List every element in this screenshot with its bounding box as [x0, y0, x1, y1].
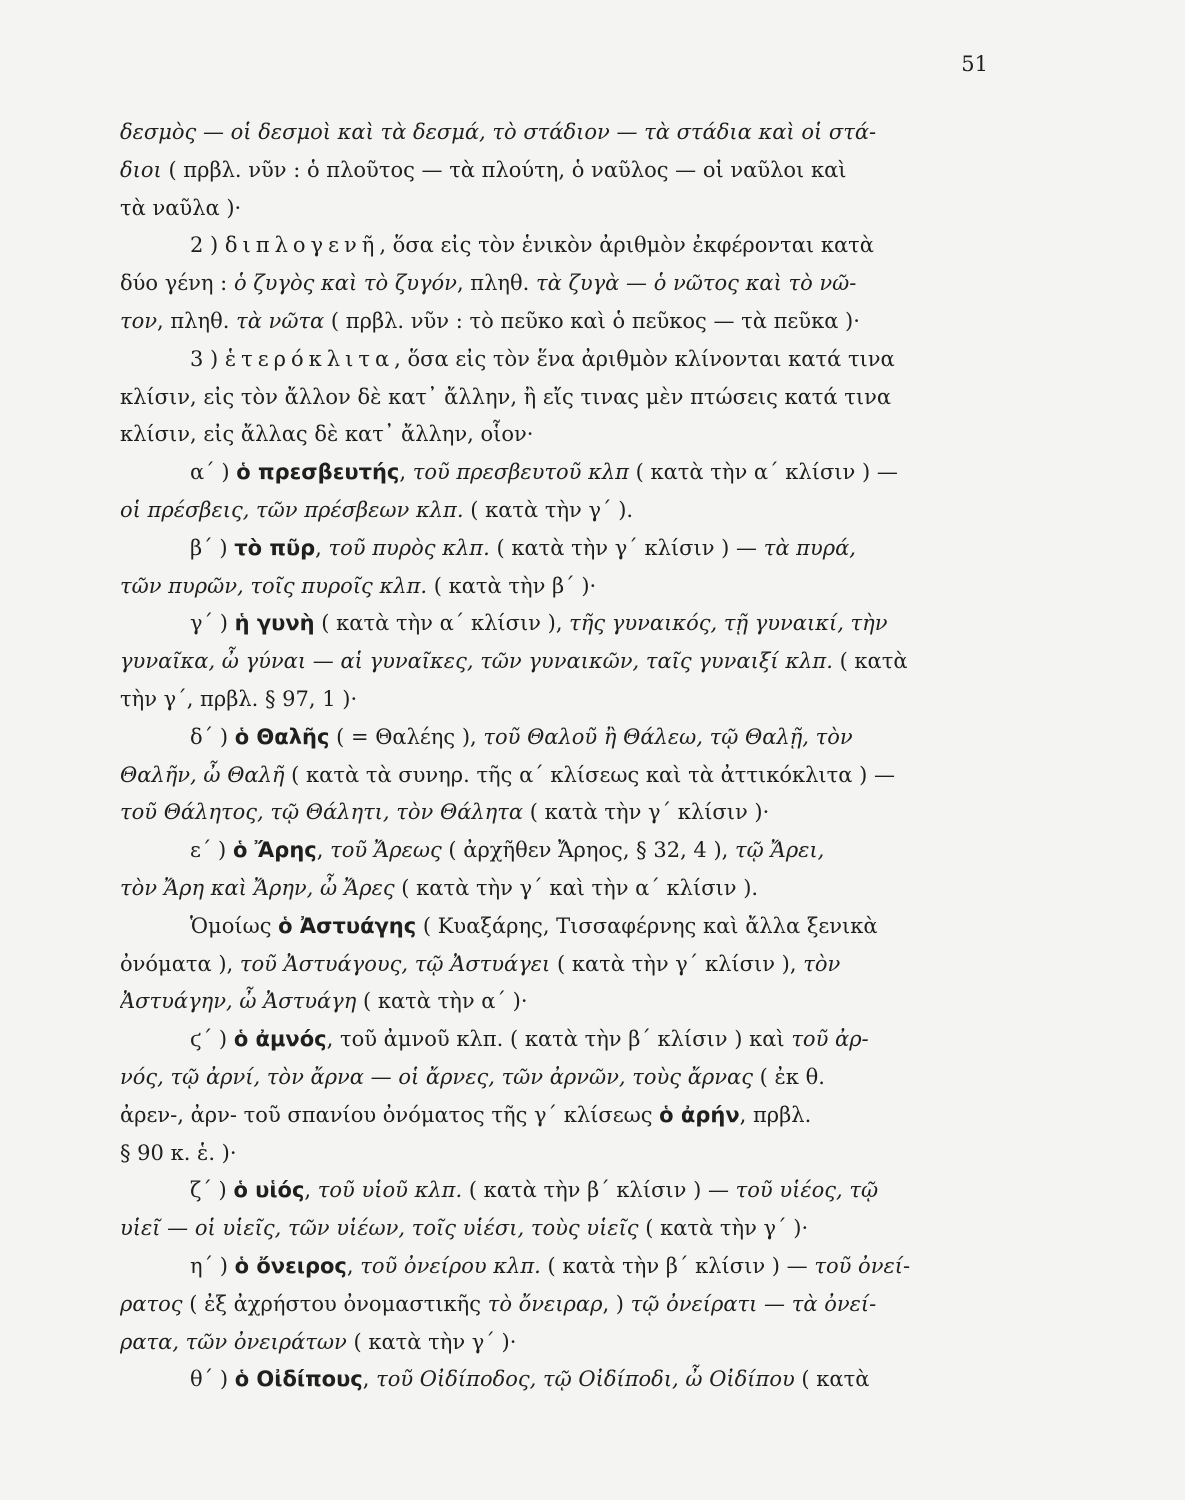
text-segment: ( κατὰ — [794, 1367, 870, 1392]
text-segment: , — [316, 838, 331, 863]
text-line — [120, 643, 988, 681]
text-segment: ( κατὰ τὴν γ΄ καὶ τὴν α΄ κλίσιν ). — [394, 875, 759, 900]
text-line — [120, 1286, 988, 1324]
headword: ὁ ἀμνός — [233, 1027, 327, 1052]
text-segment: τοῦ ὀνείρου κλπ. — [360, 1253, 541, 1278]
text-segment: 2 ) — [190, 233, 225, 258]
text-line — [120, 265, 988, 303]
headword: ὁ ἀρήν — [659, 1102, 740, 1127]
text-segment: τὰ ναῦλα )· — [120, 195, 242, 220]
text-line — [120, 1210, 988, 1248]
text-line — [120, 946, 988, 984]
text-segment: , ) — [602, 1291, 631, 1316]
text-segment: ( = Θαλέης ), — [329, 724, 484, 749]
text-line — [120, 341, 988, 379]
text-segment: δύο γένη : — [120, 271, 234, 296]
text-line — [120, 1097, 988, 1135]
text-line — [120, 454, 988, 492]
text-segment: β΄ ) — [190, 535, 235, 560]
text-segment: , πληθ. — [456, 271, 536, 296]
text-segment: ( ἐκ θ. — [752, 1064, 825, 1089]
text-segment: Ἀστυάγην, ὦ Ἀστυάγη — [120, 989, 357, 1014]
text-segment: τοῦ υἱοῦ κλπ. — [317, 1178, 463, 1203]
text-segment: , πληθ. — [157, 308, 237, 333]
text-segment: ( Κυαξάρης, Τισσαφέρνης καὶ ἄλλα ξενικὰ — [416, 913, 878, 938]
text-line — [120, 492, 988, 530]
headword: ἡ γυνὴ — [234, 611, 315, 636]
text-segment: ( πρβλ. νῦν : τὸ πεῦκο καὶ ὁ πεῦκος — τὰ πεῦκα )· — [324, 308, 860, 333]
text-line — [120, 681, 988, 719]
text-line — [120, 908, 988, 946]
text-line — [120, 379, 988, 417]
text-segment: , — [399, 460, 413, 485]
text-line — [120, 416, 988, 454]
text-segment: ἀρεν-, ἀρν- τοῦ σπανίου ὀνόματος τῆς γ΄ κλίσεως — [120, 1102, 660, 1127]
text-line — [120, 794, 988, 832]
headword: ὁ Ἄρης — [232, 838, 317, 863]
text-segment: ε΄ ) — [190, 838, 233, 863]
headword: ὁ Οἰδίπους — [234, 1367, 363, 1392]
text-line — [120, 1248, 988, 1286]
text-segment: κλίσιν, εἰς τὸν ἄλλον δὲ κατ᾽ ἄλλην, ἢ εἴς τινας μὲν πτώσεις κατά τινα — [120, 384, 892, 409]
text-segment: νός, τῷ ἀρνί, τὸν ἄρνα — οἱ ἄρνες, τῶν ἀρνῶν, τοὺς ἄρνας — [120, 1064, 753, 1089]
text-segment: ( κατὰ τὰ συνηρ. τῆς α΄ κλίσεως καὶ τὰ ἀττικόκλιτα ) — — [284, 762, 895, 787]
text-line — [120, 303, 988, 341]
text-segment: ( κατὰ τὴν γ΄ κλίσιν ), — [550, 951, 804, 976]
text-segment: α΄ ) — [190, 460, 237, 485]
text-segment: ϛ΄ ) — [190, 1027, 234, 1052]
text-segment: , — [362, 1367, 377, 1392]
text-segment: τοῦ υἱέος, τῷ — [735, 1178, 879, 1203]
text-line — [120, 719, 988, 757]
text-segment: τὸν Ἄρη καὶ Ἄρην, ὦ Ἄρες — [120, 875, 395, 900]
text-segment: τοῦ Οἰδίποδος, τῷ Οἰδίποδι, ὦ Οἰδίπου — [376, 1367, 795, 1392]
text-segment: ( κατὰ τὴν β΄ κλίσιν ) — — [540, 1253, 815, 1278]
text-line — [120, 568, 988, 606]
headword: ὁ Ἀστυάγης — [278, 913, 417, 938]
text-segment: , — [304, 1178, 318, 1203]
text-segment: ( κατὰ τὴν γ΄ κλίσιν ) — — [489, 535, 764, 560]
text-segment: ἑτερόκλιτα — [224, 346, 395, 371]
text-segment: Θαλῆν, ὦ Θαλῆ — [120, 762, 285, 787]
body-text — [120, 114, 988, 1399]
text-segment: διπλογενῆ — [224, 233, 380, 258]
text-segment: τὰ νῶτα — [236, 308, 325, 333]
text-segment: τον — [120, 308, 158, 333]
text-segment: τῷ ὀνείρατι — τὰ ὀνεί- — [630, 1291, 877, 1316]
headword: ὁ υἱός — [233, 1178, 305, 1203]
text-line — [120, 983, 988, 1021]
text-segment: ( κατὰ τὴν α΄ κλίσιν ) — — [628, 460, 898, 485]
text-segment: υἱεῖ — οἱ υἱεῖς, τῶν υἱέων, τοῖς υἱέσι, τοὺς υἱεῖς — [120, 1216, 639, 1241]
text-segment: τῆς γυναικός, τῇ γυναικί, τὴν — [569, 611, 888, 636]
headword: ὁ ὄνειρος — [234, 1253, 347, 1278]
text-line — [120, 1361, 988, 1399]
headword: ὁ Θαλῆς — [234, 724, 330, 749]
text-segment: § 90 κ. ἑ. )· — [120, 1140, 237, 1165]
text-segment: ( κατὰ τὴν γ΄ )· — [346, 1329, 517, 1354]
text-segment: τοῦ ἀρ- — [791, 1027, 869, 1052]
text-line — [120, 530, 988, 568]
text-segment: ( κατὰ τὴν γ΄ ). — [463, 497, 634, 522]
text-segment: τὰ ζυγὰ — ὁ νῶτος καὶ τὸ νῶ- — [536, 271, 857, 296]
text-segment: γ΄ ) — [190, 611, 235, 636]
text-segment: τοῦ Θάλητος, τῷ Θάλητι, τὸν Θάλητα — [120, 800, 524, 825]
text-segment: οἱ πρέσβεις, τῶν πρέσβεων κλπ. — [120, 497, 464, 522]
text-line — [120, 832, 988, 870]
text-segment: δεσμὸς — οἱ δεσμοὶ καὶ τὰ δεσμά, τὸ στάδιον — τὰ στάδια καὶ οἱ στά- — [120, 120, 877, 144]
text-segment: δ΄ ) — [190, 724, 235, 749]
page-number: 51 — [961, 52, 988, 76]
text-segment: τῶν πυρῶν, τοῖς πυροῖς κλπ. — [120, 573, 428, 598]
text-segment: ( κατὰ τὴν α΄ κλίσιν ), — [314, 611, 570, 636]
text-segment: ( ἀρχῆθεν Ἄρηος, § 32, 4 ), — [441, 838, 735, 863]
text-line — [120, 152, 988, 190]
text-segment: τὴν γ΄, πρβλ. § 97, 1 )· — [120, 686, 358, 711]
text-segment: , — [315, 535, 329, 560]
text-segment: ( ἐξ ἀχρήστου ὀνομαστικῆς — [182, 1291, 488, 1316]
text-line — [120, 757, 988, 795]
headword: τὸ πῦρ — [234, 535, 316, 560]
text-segment: ὀνόματα ), — [120, 951, 240, 976]
text-segment: ( κατὰ τὴν γ΄ κλίσιν )· — [523, 800, 770, 825]
text-segment: τοῦ Θαλοῦ ἢ Θάλεω, τῷ Θαλῇ, τὸν — [483, 724, 853, 749]
text-line — [120, 227, 988, 265]
text-segment: , — [346, 1253, 361, 1278]
text-segment: ζ΄ ) — [190, 1178, 234, 1203]
text-segment: ( κατὰ τὴν β΄ )· — [427, 573, 597, 598]
text-line — [120, 605, 988, 643]
text-segment: ( κατὰ τὴν γ΄ )· — [638, 1216, 809, 1241]
text-segment: τοῦ Ἄρεως — [330, 838, 442, 863]
text-line — [120, 870, 988, 908]
text-segment: ( κατὰ — [832, 649, 908, 674]
text-segment: τὸν — [803, 951, 841, 976]
text-segment: 3 ) — [190, 346, 225, 371]
text-segment: τῷ Ἄρει, — [735, 838, 825, 863]
text-segment: , ὅσα εἰς τὸν ἕνα ἀριθμὸν κλίνονται κατά τινα — [394, 346, 895, 371]
text-line — [120, 190, 988, 228]
text-segment: ὁ ζυγὸς καὶ τὸ ζυγόν — [233, 271, 457, 296]
text-segment: ( κατὰ τὴν α΄ )· — [356, 989, 528, 1014]
text-segment: τὰ πυρά, — [763, 535, 856, 560]
text-segment: τοῦ ὀνεί- — [814, 1253, 911, 1278]
text-segment: τοῦ Ἀστυάγους, τῷ Ἀστυάγει — [239, 951, 551, 976]
text-line — [120, 1021, 988, 1059]
text-segment: ρατα, τῶν ὀνειράτων — [120, 1329, 347, 1354]
text-line — [120, 1172, 988, 1210]
text-segment: ( κατὰ τὴν β΄ κλίσιν ) — — [462, 1178, 736, 1203]
text-segment: θ΄ ) — [190, 1367, 235, 1392]
text-segment: ( πρβλ. νῦν : ὁ πλοῦτος — τὰ πλούτη, ὁ ναῦλος — οἱ ναῦλοι καὶ — [161, 157, 847, 182]
text-segment: τὸ ὄνειραρ — [487, 1291, 603, 1316]
text-segment: η΄ ) — [190, 1253, 235, 1278]
text-segment: , ὅσα εἰς τὸν ἑνικὸν ἀριθμὸν ἐκφέρονται κατὰ — [379, 233, 874, 258]
text-segment: διοι — [120, 157, 162, 182]
text-line — [120, 1135, 988, 1173]
text-segment: , πρβλ. — [739, 1102, 812, 1127]
text-segment: ρατος — [120, 1291, 183, 1316]
headword: ὁ πρεσβευτής — [236, 460, 400, 485]
text-segment: κλίσιν, εἰς ἄλλας δὲ κατ᾽ ἄλλην, οἷον· — [120, 422, 534, 447]
text-segment: Ὁμοίως — [190, 913, 279, 938]
text-segment: τοῦ πρεσβευτοῦ κλπ — [412, 460, 629, 485]
text-line — [120, 114, 988, 152]
text-line — [120, 1324, 988, 1362]
text-line — [120, 1059, 988, 1097]
text-segment: τοῦ πυρὸς κλπ. — [328, 535, 490, 560]
text-segment: γυναῖκα, ὦ γύναι — αἱ γυναῖκες, τῶν γυναικῶν, ταῖς γυναιξί κλπ. — [120, 649, 833, 674]
text-segment: , τοῦ ἀμνοῦ κλπ. ( κατὰ τὴν β΄ κλίσιν ) καὶ — [326, 1027, 792, 1052]
